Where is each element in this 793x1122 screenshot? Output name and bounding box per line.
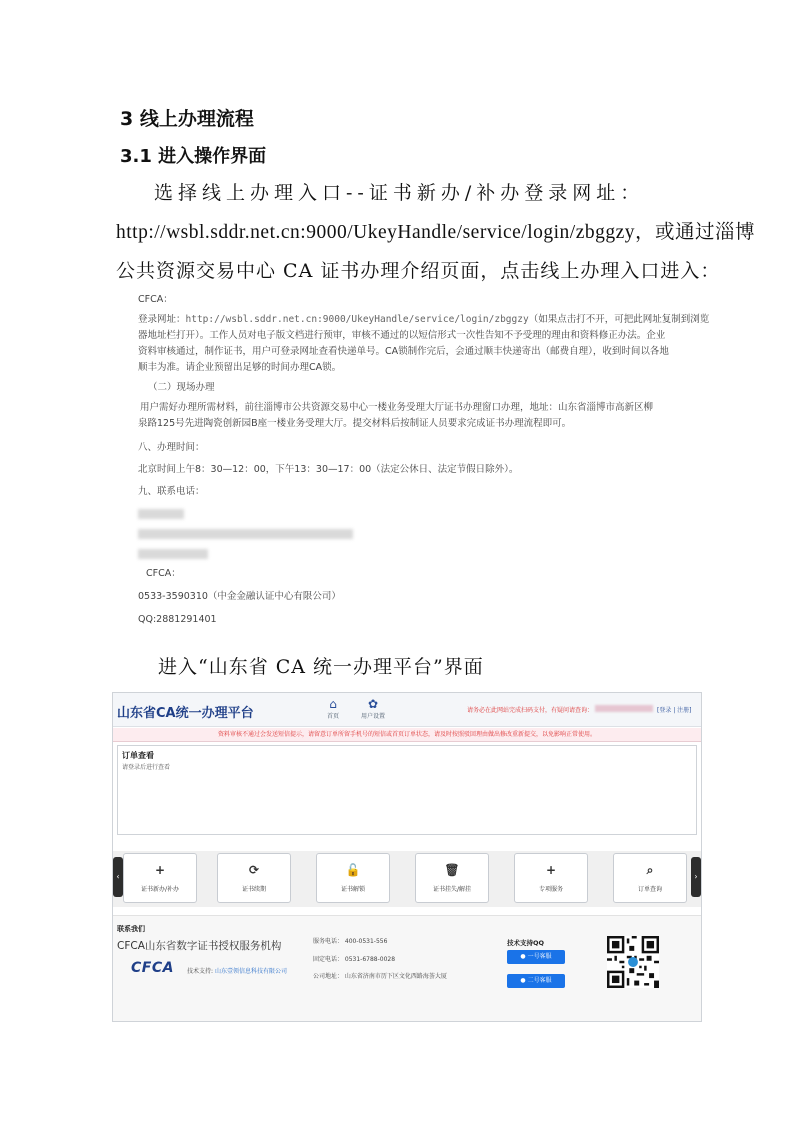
footer-org-name: CFCA山东省数字证书授权服务机构 bbox=[117, 940, 282, 952]
platform-topbar bbox=[113, 693, 701, 727]
redacted-block bbox=[138, 549, 208, 559]
login-suffix: （如果点击打不开，可把此网址复制到浏览 bbox=[528, 314, 710, 325]
report-loss-button[interactable] bbox=[415, 853, 489, 903]
carousel-prev-button[interactable]: ‹ bbox=[113, 857, 123, 897]
unlock-certificate-label: 证书解锁 bbox=[340, 886, 365, 893]
notice-screenshot bbox=[138, 290, 710, 630]
nav-home-label: 首页 bbox=[326, 713, 339, 720]
notice-cfca-label: CFCA： bbox=[138, 294, 173, 305]
qr-code-icon bbox=[607, 936, 659, 988]
notice-p1-line4: 顺丰为准。请企业预留出足够的时间办理CA锁。 bbox=[138, 362, 342, 373]
login-url-link[interactable]: http://wsbl.sddr.net.cn:9000/UkeyHandle/service/login/zbggzy bbox=[185, 314, 529, 325]
redacted-contact bbox=[595, 705, 653, 712]
login-register-links[interactable]: [登录 | 注册] bbox=[657, 707, 692, 714]
carousel-next-button[interactable]: › bbox=[691, 857, 701, 897]
renew-certificate-button[interactable] bbox=[217, 853, 291, 903]
redacted-line-2 bbox=[138, 524, 698, 544]
intro-line-1: 选择线上办理入口--证书新办/补办登录网址： bbox=[154, 182, 645, 204]
order-query-button[interactable] bbox=[613, 853, 687, 903]
login-prefix: 登录网址： bbox=[138, 314, 186, 325]
footer-service-phone: 服务电话： 400-0531-556 bbox=[313, 938, 388, 945]
contact-title: 九、联系电话： bbox=[138, 486, 205, 497]
notice-p1-line3: 资料审核通过，制作证书，用户可登录网址查看快递单号。CA锁制作完后，会通过顺丰快递寄出（邮费自理），收到时间以各地 bbox=[138, 346, 669, 357]
redacted-block bbox=[138, 509, 184, 519]
platform-screenshot bbox=[112, 692, 702, 1022]
new-certificate-button[interactable] bbox=[123, 853, 197, 903]
footer-tech-support bbox=[187, 966, 287, 975]
tech-prefix: 技术支持: bbox=[187, 968, 215, 975]
order-view-title: 订单查看 bbox=[122, 751, 154, 760]
qq-support-2-button[interactable]: ● 二号客服 bbox=[507, 974, 565, 988]
nav-user-settings[interactable] bbox=[351, 697, 395, 720]
home-icon: ⌂ bbox=[329, 697, 337, 711]
search-icon: ⌕ bbox=[646, 863, 654, 877]
footer-qq-title: 技术支持QQ bbox=[507, 939, 545, 947]
cfca-logo-text: CFCA bbox=[131, 960, 174, 976]
footer-address: 公司地址： 山东省济南市历下区文化西路海荟大厦 bbox=[313, 973, 447, 980]
special-service-label: 专项服务 bbox=[538, 886, 563, 893]
intro-paragraph bbox=[116, 174, 756, 291]
order-view-hint: 请登录后进行查看 bbox=[122, 764, 171, 771]
notice-p1-line2: 器地址栏打开）。工作人员对电子版文档进行预审，审核不通过的以短信形式一次性告知不予受理的理由和资料修正办法。企业 bbox=[138, 330, 666, 341]
qq-support-1-button[interactable]: ● 一号客服 bbox=[507, 950, 565, 964]
redacted-line-1 bbox=[138, 504, 698, 524]
redacted-block bbox=[138, 529, 353, 539]
heading-enter-interface: 3.1 进入操作界面 bbox=[120, 146, 267, 167]
intro-line-2: http://wsbl.sddr.net.cn:9000/UkeyHandle/service/login/zbggzy，或通过淄博 bbox=[116, 222, 756, 243]
cfca-logo bbox=[131, 960, 174, 976]
hours-title: 八、办理时间： bbox=[138, 442, 205, 453]
report-loss-label: 证书挂失/解挂 bbox=[432, 886, 472, 893]
nav-home[interactable] bbox=[311, 697, 355, 720]
notice-phone: 0533-3590310（中金金融认证中心有限公司） bbox=[138, 591, 341, 602]
intro-line-3: 公共资源交易中心 CA 证书办理介绍页面，点击线上办理入口进入： bbox=[116, 260, 721, 282]
service-buttons-row bbox=[113, 851, 701, 907]
footer-fixed-phone: 固定电话： 0531-6788-0028 bbox=[313, 956, 396, 963]
special-service-button[interactable] bbox=[514, 853, 588, 903]
onsite-line1: 用户需好办理所需材料，前往淄博市公共资源交易中心一楼业务受理大厅证书办理窗口办理，地址：山东省淄博市高新区柳 bbox=[140, 402, 654, 413]
unlock-certificate-button[interactable] bbox=[316, 853, 390, 903]
notice-cfca-label-2: CFCA： bbox=[146, 568, 181, 579]
renew-certificate-label: 证书续期 bbox=[241, 886, 266, 893]
gear-icon: ✿ bbox=[367, 697, 379, 711]
hours-text: 北京时间上午8：30—12：00，下午13：30—17：00（法定公休日、法定节假日除外）。 bbox=[138, 464, 519, 475]
new-certificate-label: 证书新办/补办 bbox=[140, 886, 180, 893]
platform-section-title: 进入“山东省 CA 统一办理平台”界面 bbox=[158, 656, 484, 678]
heading-online-process: 3 线上办理流程 bbox=[120, 108, 254, 130]
unlock-icon: 🔓 bbox=[345, 863, 361, 877]
tech-company-link[interactable]: 山东壹领信息科技有限公司 bbox=[214, 968, 287, 975]
plus-icon: + bbox=[154, 863, 166, 877]
refresh-icon: ⟳ bbox=[248, 863, 260, 877]
platform-footer bbox=[113, 915, 701, 1022]
order-query-label: 订单查询 bbox=[637, 886, 662, 893]
onsite-title: （二）现场办理 bbox=[148, 382, 215, 393]
trash-icon: 🗑 bbox=[444, 863, 460, 877]
footer-contact-title: 联系我们 bbox=[117, 925, 145, 933]
order-view-panel bbox=[117, 745, 697, 835]
qq-support-2-label: 二号客服 bbox=[527, 977, 552, 984]
qq-support-1-label: 一号客服 bbox=[527, 953, 552, 960]
platform-logo[interactable]: 山东省CA统一办理平台 bbox=[117, 706, 254, 721]
top-notice: 请务必在此网站完成扫码支付，有疑问请查询： bbox=[467, 707, 594, 714]
nav-user-settings-label: 用户设置 bbox=[360, 713, 385, 720]
redacted-line-3 bbox=[138, 544, 698, 564]
warning-banner: 资料审核不通过会发送短信提示，请留意订单所留手机号的短信或首页订单状态，请及时按照驳回理由做出修改重新提交，以免影响正常使用。 bbox=[113, 728, 701, 742]
onsite-line2: 泉路125号先进陶瓷创新园B座一楼业务受理大厅。提交材料后按制证人员要求完成证书办理流程即可。 bbox=[138, 418, 572, 429]
notice-qq: QQ:2881291401 bbox=[138, 614, 217, 625]
plus-icon: + bbox=[545, 863, 557, 877]
